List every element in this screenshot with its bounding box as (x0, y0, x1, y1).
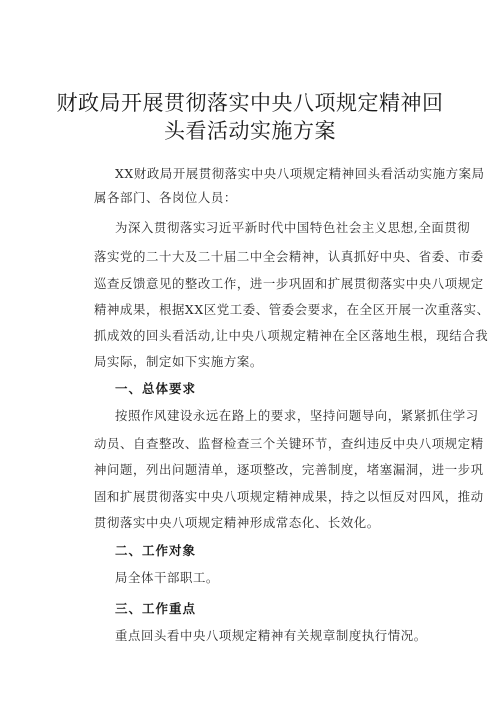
section-heading-1: 一、总体要求 (115, 381, 197, 396)
paragraph-1-line-4: 精神成果，根据XX区党工委、管委会要求，在全区开展一次重落实、 (94, 302, 490, 317)
document-title-line-1: 财政局开展贯彻落实中央八项规定精神回 (56, 91, 444, 115)
paragraph-2-line-5: 贯彻落实中央八项规定精神形成常态化、长效化。 (94, 515, 380, 530)
paragraph-2-line-2: 动员、自查整改、监督检查三个关键环节，查纠违反中央八项规定精 (94, 436, 484, 451)
paragraph-4: 重点回头看中央八项规定精神有关规章制度执行情况。 (115, 628, 427, 643)
section-heading-2: 二、工作对象 (115, 543, 197, 558)
paragraph-1-line-1: 为深入贯彻落实习近平新时代中国特色社会主义思想,全面贯彻 (115, 220, 471, 235)
intro-line-1: XX财政局开展贯彻落实中央八项规定精神回头看活动实施方案局 (115, 166, 485, 181)
section-heading-3: 三、工作重点 (115, 601, 197, 616)
intro-line-2: 属各部门、各岗位人员： (94, 190, 237, 205)
paragraph-2-line-4: 固和扩展贯彻落实中央八项规定精神成果，持之以恒反对四风，推动 (94, 489, 484, 504)
paragraph-2-line-3: 神问题，列出问题清单，逐项整改，完善制度，堵塞漏洞，进一步巩 (94, 462, 484, 477)
paragraph-3: 局全体干部职工。 (115, 570, 219, 585)
paragraph-1-line-3: 巡查反馈意见的整改工作，进一步巩固和扩展贯彻落实中央八项规定 (94, 276, 484, 291)
paragraph-1-line-5: 抓成效的回头看活动,让中央八项规定精神在全区落地生根，现结合我 (94, 328, 489, 343)
document-title-line-2: 头看活动实施方案 (164, 119, 336, 143)
paragraph-1-line-2: 落实党的二十大及二十届二中全会精神，认真抓好中央、省委、市委 (94, 249, 484, 264)
paragraph-1-line-6: 局实际，制定如下实施方案。 (94, 354, 263, 369)
paragraph-2-line-1: 按照作风建设永远在路上的要求，坚持问题导向，紧紧抓住学习 (115, 408, 479, 423)
